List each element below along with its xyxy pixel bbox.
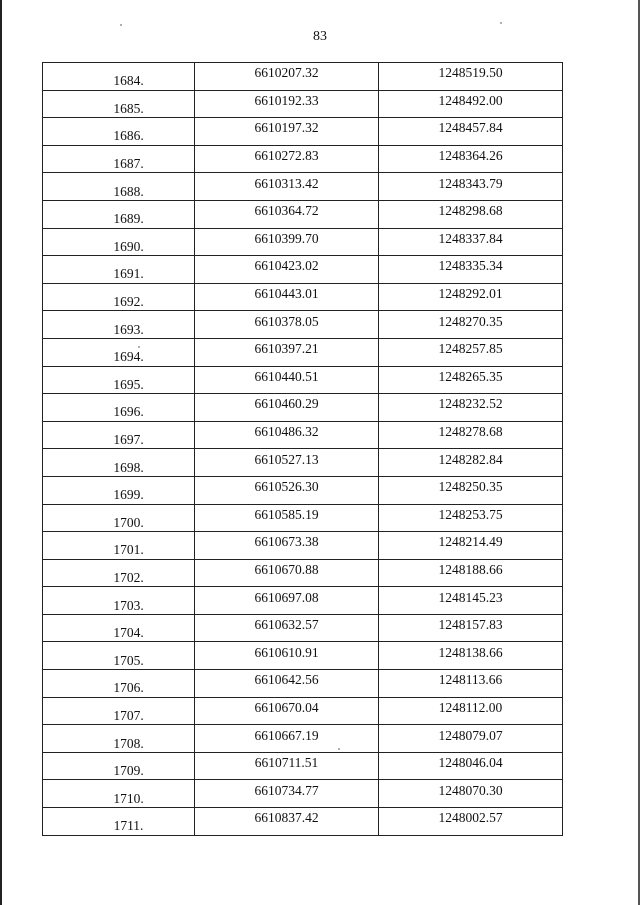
x-coordinate-cell bbox=[195, 90, 379, 118]
point-number-text: 1690. bbox=[113, 238, 144, 254]
point-number-text: 1693. bbox=[113, 321, 144, 337]
table-row bbox=[43, 63, 563, 91]
point-number-text: 1696. bbox=[113, 404, 144, 420]
y-coordinate-cell bbox=[379, 697, 563, 725]
x-coordinate-cell bbox=[195, 173, 379, 201]
y-coordinate-cell bbox=[379, 173, 563, 201]
x-coordinate-text: 6610399.70 bbox=[254, 230, 319, 246]
point-number-text: 1700. bbox=[113, 514, 144, 530]
point-number-cell bbox=[43, 780, 195, 808]
point-number-text: 1697. bbox=[113, 432, 144, 448]
x-coordinate-text: 6610272.83 bbox=[254, 148, 319, 164]
point-number-cell bbox=[43, 338, 195, 366]
x-coordinate-cell bbox=[195, 338, 379, 366]
point-number-text: 1707. bbox=[113, 707, 144, 723]
x-coordinate-cell bbox=[195, 394, 379, 422]
point-number-text: 1684. bbox=[113, 73, 144, 89]
y-coordinate-text: 1248253.75 bbox=[438, 506, 503, 522]
point-number-text: 1687. bbox=[113, 156, 144, 172]
point-number-cell bbox=[43, 228, 195, 256]
point-number-text: 1695. bbox=[113, 376, 144, 392]
y-coordinate-text: 1248337.84 bbox=[438, 230, 503, 246]
x-coordinate-text: 6610610.91 bbox=[254, 644, 319, 660]
point-number-cell bbox=[43, 421, 195, 449]
x-coordinate-text: 6610697.08 bbox=[254, 589, 319, 605]
point-number-cell bbox=[43, 366, 195, 394]
y-coordinate-cell bbox=[379, 532, 563, 560]
coordinates-table bbox=[42, 62, 563, 836]
y-coordinate-text: 1248457.84 bbox=[438, 120, 503, 136]
table-row bbox=[43, 780, 563, 808]
point-number-cell bbox=[43, 311, 195, 339]
table-row bbox=[43, 725, 563, 753]
y-coordinate-text: 1248492.00 bbox=[438, 92, 503, 108]
y-coordinate-cell bbox=[379, 228, 563, 256]
y-coordinate-text: 1248335.34 bbox=[438, 258, 503, 274]
point-number-text: 1701. bbox=[113, 542, 144, 558]
point-number-text: 1703. bbox=[113, 597, 144, 613]
x-coordinate-cell bbox=[195, 228, 379, 256]
point-number-text: 1711. bbox=[113, 818, 144, 834]
y-coordinate-cell bbox=[379, 283, 563, 311]
point-number-cell bbox=[43, 642, 195, 670]
y-coordinate-text: 1248250.35 bbox=[438, 479, 503, 495]
table-row bbox=[43, 173, 563, 201]
y-coordinate-text: 1248145.23 bbox=[438, 589, 503, 605]
y-coordinate-cell bbox=[379, 145, 563, 173]
table-row bbox=[43, 394, 563, 422]
point-number-cell bbox=[43, 118, 195, 146]
point-number-cell bbox=[43, 90, 195, 118]
x-coordinate-text: 6610667.19 bbox=[254, 727, 319, 743]
x-coordinate-text: 6610585.19 bbox=[254, 506, 319, 522]
x-coordinate-cell bbox=[195, 476, 379, 504]
page-edge-left bbox=[0, 0, 2, 905]
table-row bbox=[43, 808, 563, 836]
x-coordinate-cell bbox=[195, 725, 379, 753]
point-number-cell bbox=[43, 559, 195, 587]
x-coordinate-text: 6610711.51 bbox=[254, 755, 319, 771]
point-number-text: 1698. bbox=[113, 459, 144, 475]
y-coordinate-text: 1248157.83 bbox=[438, 617, 503, 633]
point-number-text: 1708. bbox=[113, 735, 144, 751]
x-coordinate-cell bbox=[195, 670, 379, 698]
y-coordinate-cell bbox=[379, 808, 563, 836]
page-number: 83 bbox=[313, 29, 327, 44]
point-number-text: 1686. bbox=[113, 128, 144, 144]
x-coordinate-text: 6610486.32 bbox=[254, 424, 319, 440]
point-number-cell bbox=[43, 587, 195, 615]
y-coordinate-cell bbox=[379, 118, 563, 146]
y-coordinate-cell bbox=[379, 394, 563, 422]
scan-speck bbox=[120, 24, 122, 26]
y-coordinate-cell bbox=[379, 642, 563, 670]
point-number-cell bbox=[43, 256, 195, 284]
x-coordinate-text: 6610632.57 bbox=[254, 617, 319, 633]
table-row bbox=[43, 587, 563, 615]
y-coordinate-text: 1248138.66 bbox=[438, 644, 503, 660]
point-number-cell bbox=[43, 725, 195, 753]
point-number-cell bbox=[43, 394, 195, 422]
x-coordinate-cell bbox=[195, 697, 379, 725]
point-number-text: 1691. bbox=[113, 266, 144, 282]
x-coordinate-cell bbox=[195, 752, 379, 780]
point-number-cell bbox=[43, 476, 195, 504]
y-coordinate-text: 1248519.50 bbox=[438, 65, 503, 81]
table-row bbox=[43, 532, 563, 560]
scan-speck bbox=[500, 22, 502, 24]
x-coordinate-text: 6610526.30 bbox=[254, 479, 319, 495]
y-coordinate-cell bbox=[379, 90, 563, 118]
x-coordinate-text: 6610673.38 bbox=[254, 534, 319, 550]
x-coordinate-text: 6610440.51 bbox=[254, 368, 319, 384]
point-number-cell bbox=[43, 697, 195, 725]
table-row bbox=[43, 366, 563, 394]
x-coordinate-text: 6610378.05 bbox=[254, 313, 319, 329]
x-coordinate-cell bbox=[195, 642, 379, 670]
y-coordinate-text: 1248113.66 bbox=[438, 672, 503, 688]
x-coordinate-text: 6610364.72 bbox=[254, 203, 319, 219]
y-coordinate-text: 1248270.35 bbox=[438, 313, 503, 329]
y-coordinate-text: 1248343.79 bbox=[438, 175, 503, 191]
x-coordinate-text: 6610423.02 bbox=[254, 258, 319, 274]
x-coordinate-text: 6610670.88 bbox=[254, 561, 319, 577]
table-row bbox=[43, 642, 563, 670]
point-number-text: 1692. bbox=[113, 294, 144, 310]
y-coordinate-cell bbox=[379, 504, 563, 532]
table-row bbox=[43, 697, 563, 725]
point-number-cell bbox=[43, 200, 195, 228]
point-number-cell bbox=[43, 670, 195, 698]
point-number-cell bbox=[43, 752, 195, 780]
y-coordinate-cell bbox=[379, 200, 563, 228]
y-coordinate-text: 1248298.68 bbox=[438, 203, 503, 219]
y-coordinate-cell bbox=[379, 338, 563, 366]
y-coordinate-cell bbox=[379, 559, 563, 587]
x-coordinate-text: 6610837.42 bbox=[254, 810, 319, 826]
point-number-cell bbox=[43, 283, 195, 311]
table-row bbox=[43, 118, 563, 146]
y-coordinate-cell bbox=[379, 670, 563, 698]
point-number-cell bbox=[43, 173, 195, 201]
y-coordinate-cell bbox=[379, 587, 563, 615]
y-coordinate-cell bbox=[379, 476, 563, 504]
table-row bbox=[43, 145, 563, 173]
point-number-cell bbox=[43, 532, 195, 560]
point-number-text: 1689. bbox=[113, 211, 144, 227]
table-row bbox=[43, 614, 563, 642]
y-coordinate-text: 1248265.35 bbox=[438, 368, 503, 384]
y-coordinate-cell bbox=[379, 449, 563, 477]
point-number-text: 1710. bbox=[113, 790, 144, 806]
point-number-text: 1705. bbox=[113, 652, 144, 668]
y-coordinate-text: 1248292.01 bbox=[438, 286, 503, 302]
y-coordinate-text: 1248364.26 bbox=[438, 148, 503, 164]
x-coordinate-text: 6610197.32 bbox=[254, 120, 319, 136]
x-coordinate-cell bbox=[195, 421, 379, 449]
x-coordinate-cell bbox=[195, 200, 379, 228]
x-coordinate-text: 6610443.01 bbox=[254, 286, 319, 302]
x-coordinate-cell bbox=[195, 366, 379, 394]
y-coordinate-text: 1248079.07 bbox=[438, 727, 503, 743]
y-coordinate-cell bbox=[379, 256, 563, 284]
x-coordinate-cell bbox=[195, 587, 379, 615]
x-coordinate-cell bbox=[195, 559, 379, 587]
point-number-text: 1694. bbox=[113, 349, 144, 365]
y-coordinate-text: 1248278.68 bbox=[438, 424, 503, 440]
y-coordinate-text: 1248282.84 bbox=[438, 451, 503, 467]
y-coordinate-text: 1248257.85 bbox=[438, 341, 503, 357]
y-coordinate-cell bbox=[379, 366, 563, 394]
x-coordinate-cell bbox=[195, 118, 379, 146]
y-coordinate-text: 1248070.30 bbox=[438, 782, 503, 798]
x-coordinate-cell bbox=[195, 145, 379, 173]
scan-speck bbox=[338, 748, 340, 750]
point-number-text: 1709. bbox=[113, 763, 144, 779]
point-number-cell bbox=[43, 63, 195, 91]
x-coordinate-cell bbox=[195, 256, 379, 284]
coordinates-table-body bbox=[43, 63, 563, 836]
x-coordinate-cell bbox=[195, 532, 379, 560]
table-row bbox=[43, 559, 563, 587]
table-row bbox=[43, 752, 563, 780]
point-number-text: 1702. bbox=[113, 569, 144, 585]
x-coordinate-cell bbox=[195, 283, 379, 311]
x-coordinate-cell bbox=[195, 311, 379, 339]
y-coordinate-cell bbox=[379, 725, 563, 753]
point-number-text: 1688. bbox=[113, 183, 144, 199]
point-number-cell bbox=[43, 504, 195, 532]
point-number-text: 1685. bbox=[113, 100, 144, 116]
x-coordinate-text: 6610313.42 bbox=[254, 175, 319, 191]
x-coordinate-text: 6610397.21 bbox=[254, 341, 319, 357]
x-coordinate-cell bbox=[195, 63, 379, 91]
y-coordinate-text: 1248002.57 bbox=[438, 810, 503, 826]
table-row bbox=[43, 256, 563, 284]
x-coordinate-text: 6610670.04 bbox=[254, 699, 319, 715]
table-row bbox=[43, 504, 563, 532]
table-row bbox=[43, 421, 563, 449]
x-coordinate-text: 6610460.29 bbox=[254, 396, 319, 412]
point-number-cell bbox=[43, 614, 195, 642]
x-coordinate-cell bbox=[195, 780, 379, 808]
y-coordinate-text: 1248112.00 bbox=[438, 699, 503, 715]
y-coordinate-text: 1248046.04 bbox=[438, 755, 503, 771]
y-coordinate-text: 1248214.49 bbox=[438, 534, 503, 550]
y-coordinate-cell bbox=[379, 421, 563, 449]
table-row bbox=[43, 476, 563, 504]
x-coordinate-cell bbox=[195, 504, 379, 532]
point-number-text: 1706. bbox=[113, 680, 144, 696]
table-row bbox=[43, 670, 563, 698]
scan-speck bbox=[138, 346, 140, 348]
table-row bbox=[43, 200, 563, 228]
x-coordinate-cell bbox=[195, 808, 379, 836]
table-row bbox=[43, 283, 563, 311]
point-number-text: 1704. bbox=[113, 625, 144, 641]
point-number-cell bbox=[43, 449, 195, 477]
y-coordinate-cell bbox=[379, 63, 563, 91]
table-row bbox=[43, 228, 563, 256]
y-coordinate-text: 1248188.66 bbox=[438, 561, 503, 577]
y-coordinate-cell bbox=[379, 780, 563, 808]
x-coordinate-cell bbox=[195, 449, 379, 477]
point-number-text: 1699. bbox=[113, 487, 144, 503]
table-row bbox=[43, 90, 563, 118]
y-coordinate-cell bbox=[379, 311, 563, 339]
point-number-cell bbox=[43, 145, 195, 173]
x-coordinate-text: 6610527.13 bbox=[254, 451, 319, 467]
table-row bbox=[43, 311, 563, 339]
x-coordinate-text: 6610207.32 bbox=[254, 65, 319, 81]
y-coordinate-cell bbox=[379, 752, 563, 780]
table-row bbox=[43, 338, 563, 366]
point-number-cell bbox=[43, 808, 195, 836]
x-coordinate-text: 6610642.56 bbox=[254, 672, 319, 688]
table-row bbox=[43, 449, 563, 477]
y-coordinate-cell bbox=[379, 614, 563, 642]
y-coordinate-text: 1248232.52 bbox=[438, 396, 503, 412]
x-coordinate-text: 6610734.77 bbox=[254, 782, 319, 798]
x-coordinate-text: 6610192.33 bbox=[254, 92, 319, 108]
x-coordinate-cell bbox=[195, 614, 379, 642]
